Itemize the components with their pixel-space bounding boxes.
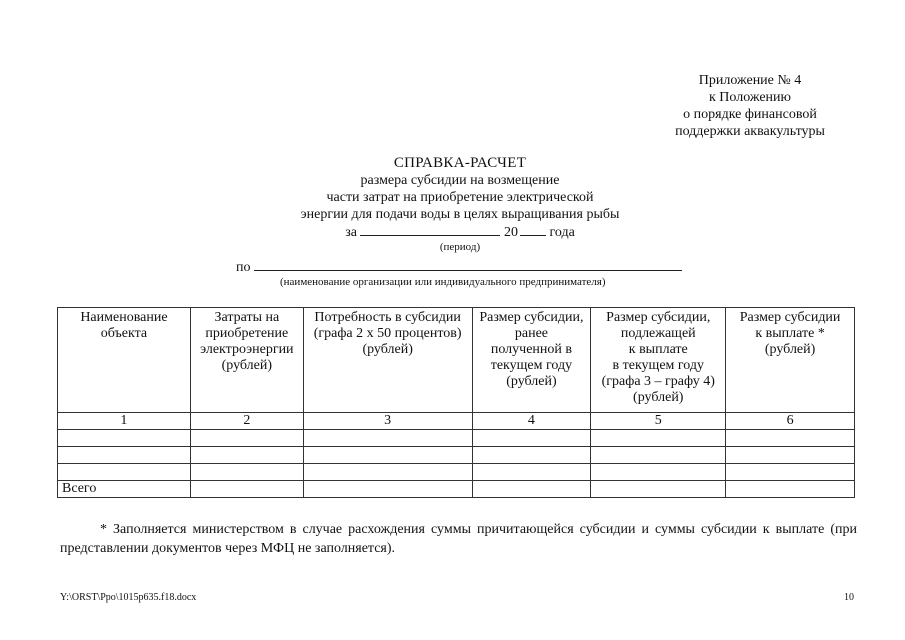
table-cell[interactable]: [472, 464, 591, 481]
appendix-line: к Положению: [708, 90, 791, 105]
title-line: энергии для подачи воды в целях выращивания рыбы: [300, 207, 620, 222]
table-cell[interactable]: [58, 430, 191, 447]
period-line: [200, 223, 720, 241]
appendix-line: Приложение № 4: [698, 73, 802, 88]
table-header-row: [58, 308, 855, 413]
organization-caption: (наименование организации или индивидуального предпринимателя): [280, 276, 606, 288]
table-cell[interactable]: [190, 447, 303, 464]
header-subsidy-payout: Размер субсидии к выплате * (рублей): [726, 308, 855, 413]
appendix-header: [650, 72, 850, 140]
period-caption: (период): [439, 241, 481, 253]
table-row: [58, 430, 855, 447]
total-row: [58, 481, 855, 498]
page-number: 10: [844, 592, 854, 603]
organization-row: [236, 258, 682, 276]
period-prefix: за: [345, 225, 357, 240]
column-number: 3: [303, 413, 472, 430]
table-cell[interactable]: [591, 447, 726, 464]
table-cell[interactable]: [726, 481, 855, 498]
table-cell[interactable]: [190, 430, 303, 447]
table-row: [58, 447, 855, 464]
table-cell[interactable]: [591, 481, 726, 498]
column-number-row: [58, 413, 855, 430]
table-cell[interactable]: [472, 430, 591, 447]
table-cell[interactable]: [303, 447, 472, 464]
period-blank[interactable]: [360, 223, 500, 236]
column-number: 5: [591, 413, 726, 430]
column-number: 1: [58, 413, 191, 430]
period-suffix: года: [549, 225, 575, 240]
title-line: части затрат на приобретение электрической: [326, 190, 594, 205]
calculation-table: [57, 307, 855, 498]
total-label: Всего: [58, 481, 191, 498]
table-cell[interactable]: [472, 481, 591, 498]
header-subsidy-need: Потребность в субсидии (графа 2 х 50 процентов) (рублей): [303, 308, 472, 413]
header-object-name: Наименование объекта: [58, 308, 191, 413]
table-cell[interactable]: [303, 481, 472, 498]
table-cell[interactable]: [726, 430, 855, 447]
year-blank[interactable]: [520, 223, 546, 236]
header-electricity-costs: Затраты на приобретение электроэнергии (рублей): [190, 308, 303, 413]
table-cell[interactable]: [726, 464, 855, 481]
footer-file-path: Y:\ORST\Ppo\1015p635.f18.docx: [60, 592, 197, 603]
footnote: * Заполняется министерством в случае расхождения суммы причитающейся субсидии и суммы субсидии к выплате (при представлении документов через МФЦ не заполняется).: [60, 522, 857, 556]
organization-blank[interactable]: [254, 258, 682, 271]
table-row: [58, 464, 855, 481]
table-cell[interactable]: [190, 481, 303, 498]
period-year-prefix: 20: [503, 225, 518, 240]
table-cell[interactable]: [591, 464, 726, 481]
table-cell[interactable]: [726, 447, 855, 464]
table-cell[interactable]: [190, 464, 303, 481]
document-title-block: [200, 155, 720, 254]
organization-prefix: по: [236, 260, 251, 275]
appendix-line: о порядке финансовой: [683, 107, 817, 122]
table-cell[interactable]: [303, 430, 472, 447]
column-number: 4: [472, 413, 591, 430]
title-line: размера субсидии на возмещение: [360, 173, 560, 188]
column-number: 6: [726, 413, 855, 430]
appendix-line: поддержки аквакультуры: [675, 124, 825, 139]
table-cell[interactable]: [58, 464, 191, 481]
table-cell[interactable]: [591, 430, 726, 447]
table-cell[interactable]: [58, 447, 191, 464]
header-subsidy-received: Размер субсидии, ранее полученной в текущем году (рублей): [472, 308, 591, 413]
header-subsidy-due: Размер субсидии, подлежащей к выплате в текущем году (графа 3 – графу 4) (рублей): [591, 308, 726, 413]
table-cell[interactable]: [303, 464, 472, 481]
table-cell[interactable]: [472, 447, 591, 464]
document-title: СПРАВКА-РАСЧЕТ: [393, 155, 527, 171]
column-number: 2: [190, 413, 303, 430]
